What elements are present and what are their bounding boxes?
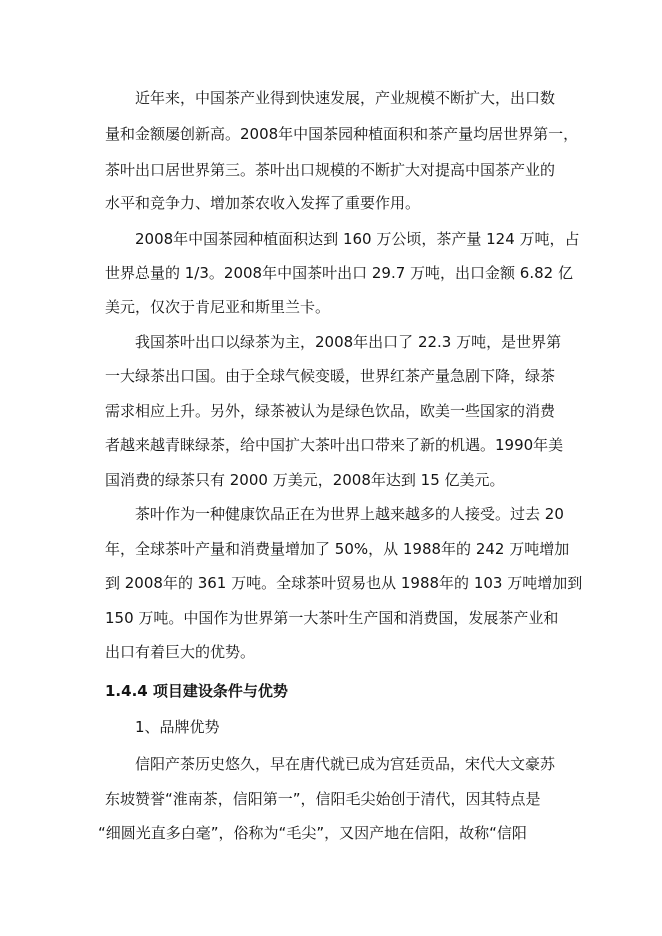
subheading-brand-advantage: 1、品牌优势 [135,718,220,736]
paragraph-3-line-2: 一大绿茶出口国。由于全球气候变暖，世界红茶产量急剧下降，绿茶 [105,367,556,385]
paragraph-3-line-3: 需求相应上升。另外，绿茶被认为是绿色饮品，欧美一些国家的消费 [105,402,556,420]
paragraph-1-line-4: 水平和竞争力、增加茶农收入发挥了重要作用。 [105,194,421,212]
paragraph-1-line-2: 量和金额屡创新高。2008年中国茶园种植面积和茶产量均居世界第一， [105,125,579,143]
final-paragraph-line-1: 信阳产茶历史悠久，早在唐代就已成为宫廷贡品，宋代大文豪苏 [135,755,556,773]
paragraph-3-line-1: 我国茶叶出口以绿茶为主，2008年出口了 22.3 万吨，是世界第 [135,333,562,351]
paragraph-3-line-5: 国消费的绿茶只有 2000 万美元，2008年达到 15 亿美元。 [105,471,505,489]
paragraph-4-line-1: 茶叶作为一种健康饮品正在为世界上越来越多的人接受。过去 20 [135,505,564,523]
paragraph-3-line-4: 者越来越青睐绿茶，给中国扩大茶叶出口带来了新的机遇。1990年美 [105,436,564,454]
paragraph-2-line-2: 世界总量的 1/3。2008年中国茶叶出口 29.7 万吨，出口金额 6.82 亿 [105,264,573,282]
paragraph-2-line-1: 2008年中国茶园种植面积达到 160 万公顷，茶产量 124 万吨，占 [135,230,580,248]
paragraph-1-line-1: 近年来，中国茶产业得到快速发展，产业规模不断扩大，出口数 [135,89,556,107]
paragraph-2-line-3: 美元，仅次于肯尼亚和斯里兰卡。 [105,298,331,316]
section-heading: 1.4.4 项目建设条件与优势 [105,682,288,700]
paragraph-4-line-2: 年，全球茶叶产量和消费量增加了 50%，从 1988年的 242 万吨增加 [105,540,570,558]
paragraph-4-line-3: 到 2008年的 361 万吨。全球茶叶贸易也从 1988年的 103 万吨增加到 [105,574,583,592]
paragraph-4-line-5: 出口有着巨大的优势。 [105,643,256,661]
paragraph-1-line-3: 茶叶出口居世界第三。茶叶出口规模的不断扩大对提高中国茶产业的 [105,161,556,179]
paragraph-4-line-4: 150 万吨。中国作为世界第一大茶叶生产国和消费国，发展茶产业和 [105,609,559,627]
final-paragraph-line-3: “细圆光直多白毫”，俗称为“毛尖”，又因产地在信阳，故称“信阳 [98,824,527,842]
final-paragraph-line-2: 东坡赞誉“淮南茶，信阳第一”，信阳毛尖始创于清代，因其特点是 [105,790,541,808]
